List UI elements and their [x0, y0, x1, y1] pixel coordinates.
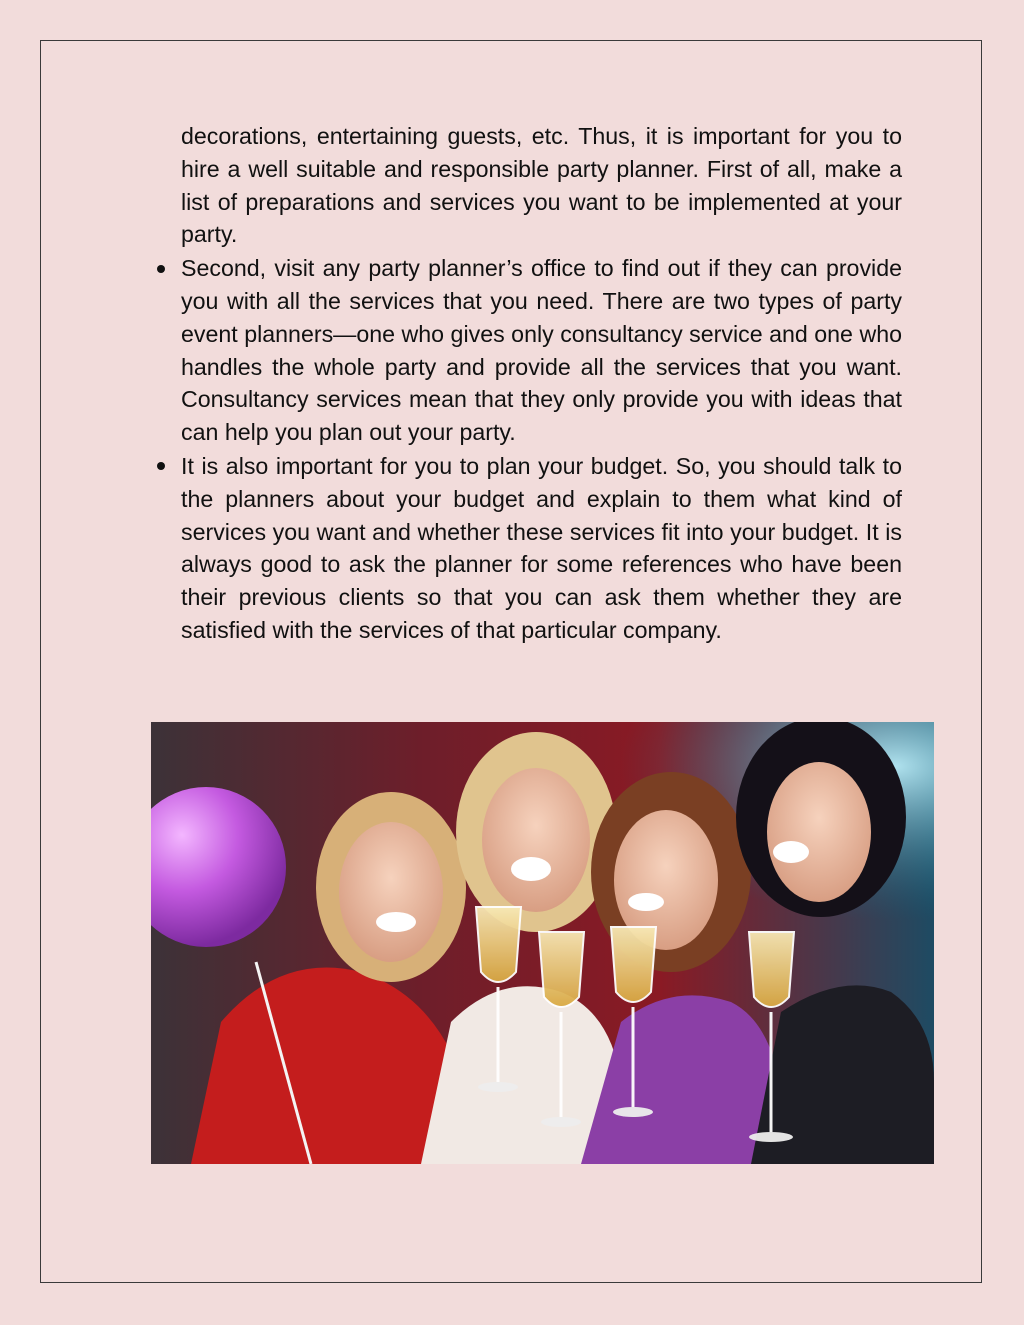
party-photo: [151, 722, 934, 1164]
document-body: [181, 120, 902, 648]
bullet-item: [181, 450, 902, 647]
continued-paragraph: decorations, entertaining guests, etc. Thus, it is important for you to hire a well suitable and responsible party planner. First of all, make a list of preparations and services you want to be implemented at your party.: [181, 123, 902, 248]
bullet-item: [181, 252, 902, 449]
bullet-text: It is also important for you to plan your budget. So, you should talk to the planners about your budget and explain to them what kind of services you want and whether these services fit into your budget. It is always good to ask the planner for some references who have been their previous clients so that you can ask them whether they are satisfied with the services of that particular company.: [181, 452, 902, 643]
bullet-icon: [155, 450, 167, 483]
bullet-icon: [155, 252, 167, 285]
bullet-text: Second, visit any party planner’s office to find out if they can provide you with all the services that you need. There are two types of party event planners—one who gives only consultancy service and one who handles the whole party and provide all the services that you want. Consultancy services mean that they only provide you with ideas that can help you plan out your party.: [181, 255, 902, 446]
